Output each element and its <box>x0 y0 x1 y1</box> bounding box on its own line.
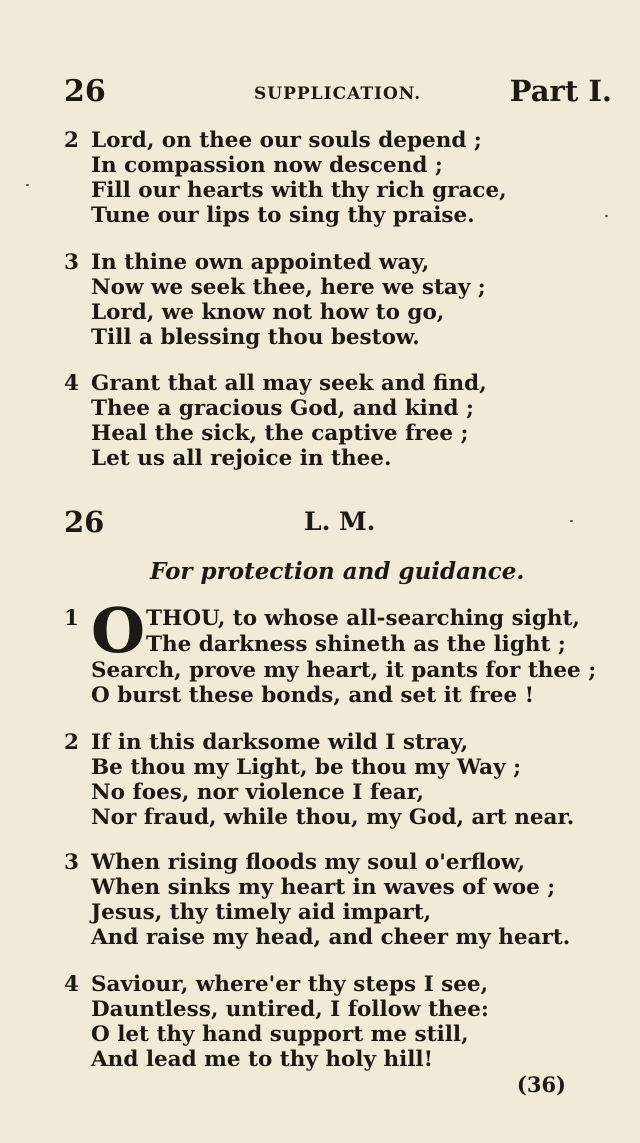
stanza-number: 2 <box>64 730 79 755</box>
stanza-line: And raise my head, and cheer my heart. <box>91 925 571 950</box>
stanza-line: O burst these bonds, and set it free ! <box>91 683 535 708</box>
page-number: 26 <box>64 74 106 109</box>
part-label: Part I. <box>509 74 612 108</box>
stanza-4 <box>64 972 614 1072</box>
stanza-number: 3 <box>64 850 79 875</box>
stanza-line: Search, prove my heart, it pants for thee ; <box>91 658 597 683</box>
stanza-line: Tune our lips to sing thy praise. <box>91 203 475 228</box>
stanza-line: And lead me to thy holy hill! <box>91 1047 434 1072</box>
stanza-line: 4 Grant that all may seek and find, <box>64 371 487 396</box>
stanza-2 <box>64 128 614 228</box>
hymn-meter: L. M. <box>304 507 376 536</box>
ink-speck <box>26 184 29 186</box>
hymn-number: 26 <box>64 505 105 539</box>
stanza-line: 2 If in this darksome wild I stray, <box>64 730 469 755</box>
stanza-line: Dauntless, untired, I follow thee: <box>91 997 489 1022</box>
stanza-line: 4 Saviour, where'er thy steps I see, <box>64 972 489 997</box>
drop-cap: O <box>91 594 146 667</box>
stanza-number: 4 <box>64 371 79 396</box>
stanza-line: 3 In thine own appointed way, <box>64 250 430 275</box>
running-title: SUPPLICATION. <box>254 84 422 104</box>
stanza-line: Nor fraud, while thou, my God, art near. <box>91 805 575 830</box>
stanza-2 <box>64 730 614 830</box>
stanza-line: Now we seek thee, here we stay ; <box>91 275 486 300</box>
signature-mark: (36) <box>516 1072 566 1097</box>
stanza-3 <box>64 250 614 350</box>
stanza-line: O let thy hand support me still, <box>91 1022 469 1047</box>
stanza-line: Jesus, thy timely aid impart, <box>91 900 432 925</box>
stanza-number: 4 <box>64 972 79 997</box>
stanza-line: In compassion now descend ; <box>91 153 443 178</box>
stanza-line: Be thou my Light, be thou my Way ; <box>91 755 521 780</box>
stanza-line: THOU, to whose all-searching sight, <box>146 606 580 631</box>
stanza-number: 1 <box>64 606 79 631</box>
ink-speck <box>570 520 573 522</box>
stanza-3 <box>64 850 614 950</box>
stanza-line: Lord, we know not how to go, <box>91 300 445 325</box>
stanza-line: The darkness shineth as the light ; <box>146 632 566 657</box>
stanza-line: No foes, nor violence I fear, <box>91 780 424 805</box>
stanza-line: Thee a gracious God, and kind ; <box>91 396 474 421</box>
hymn-heading <box>64 505 604 539</box>
stanza-line: Heal the sick, the captive free ; <box>91 421 469 446</box>
stanza-line: Fill our hearts with thy rich grace, <box>91 178 507 203</box>
stanza-line: 2 Lord, on thee our souls depend ; <box>64 128 482 153</box>
stanza-line: When sinks my heart in waves of woe ; <box>91 875 556 900</box>
hymn-subtitle: For protection and guidance. <box>150 558 525 585</box>
stanza-line: Let us all rejoice in thee. <box>91 446 392 471</box>
page-header <box>64 74 612 114</box>
stanza-4 <box>64 371 614 471</box>
stanza-line: Till a blessing thou bestow. <box>91 325 420 350</box>
stanza-number: 2 <box>64 128 79 153</box>
ink-speck <box>605 215 608 217</box>
stanza-line: 3 When rising floods my soul o'erflow, <box>64 850 526 875</box>
stanza-number: 3 <box>64 250 79 275</box>
